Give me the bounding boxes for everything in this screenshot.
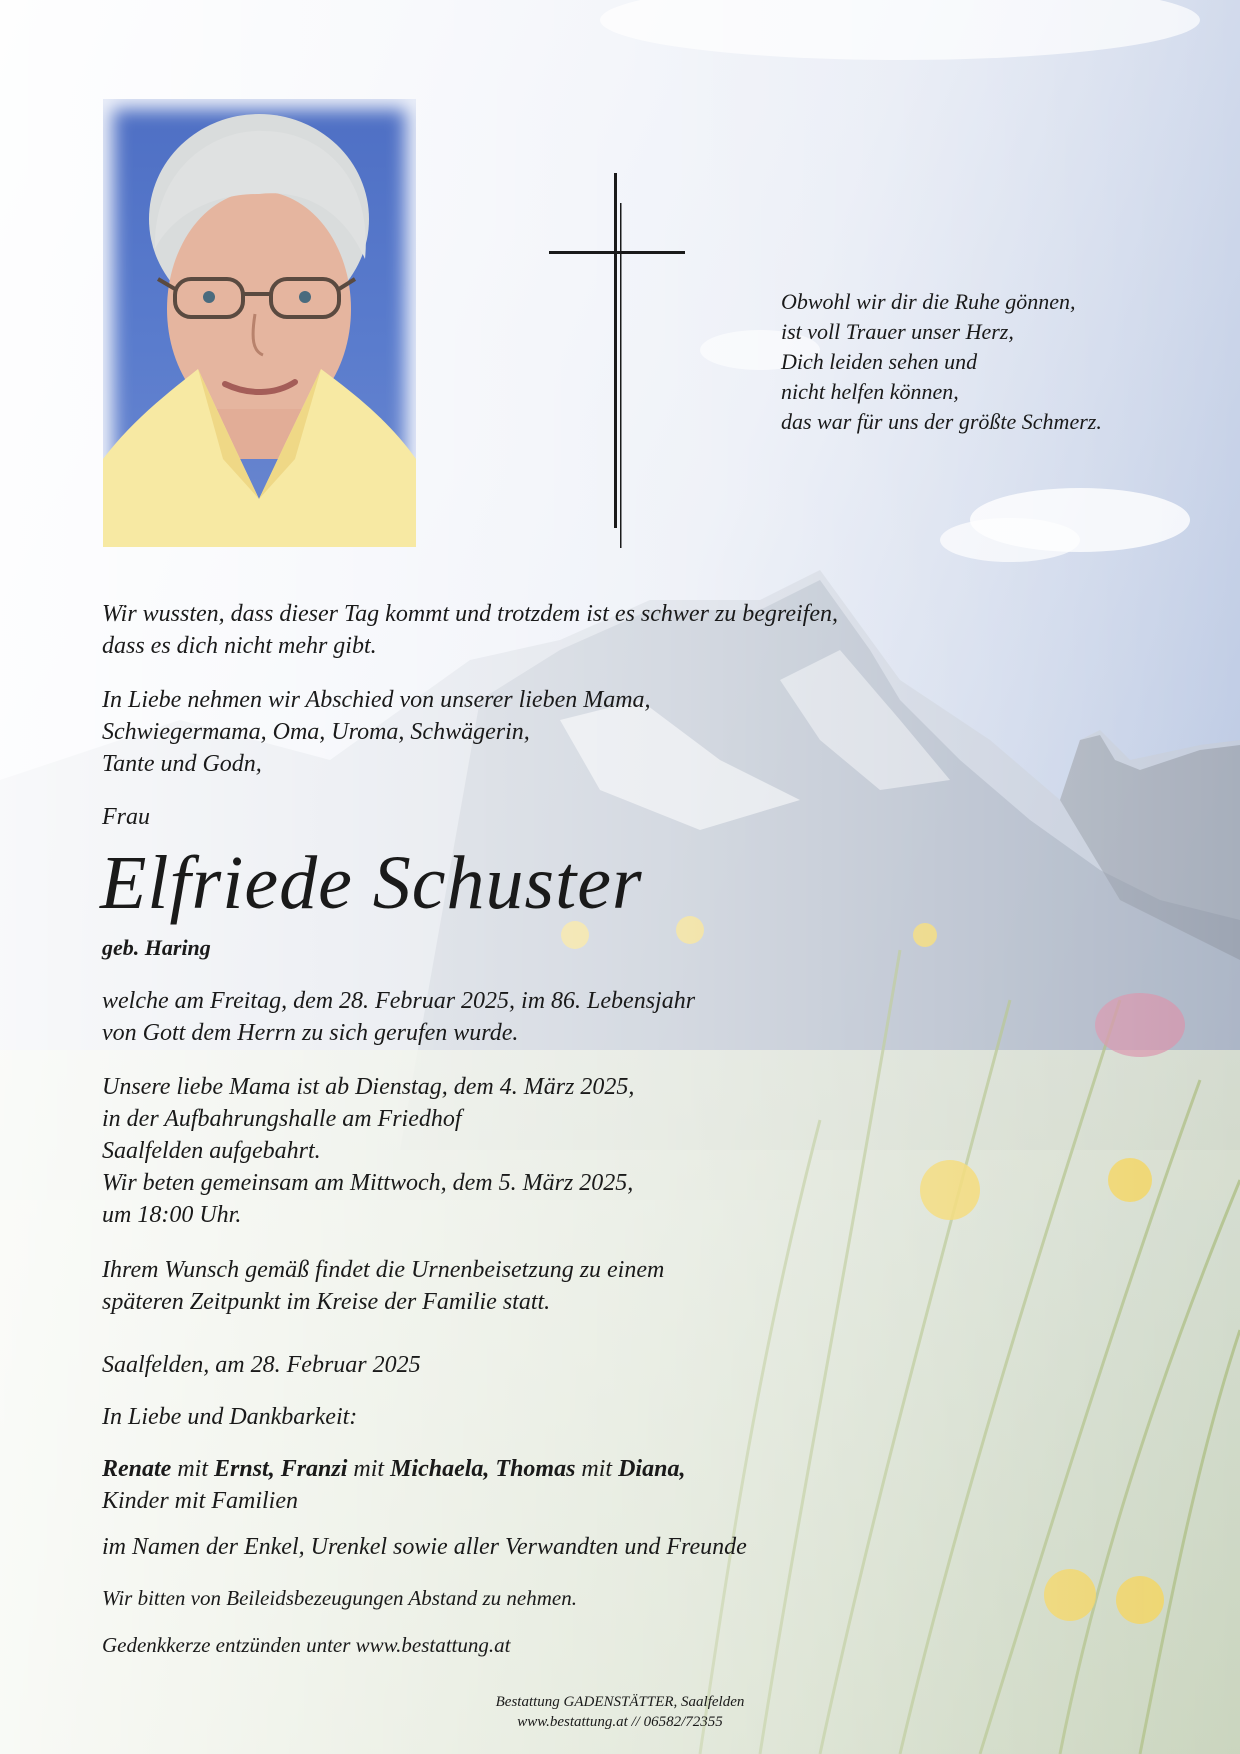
candle-note: Gedenkkerze entzünden unter www.bestattung.at xyxy=(102,1633,511,1657)
portrait-photo xyxy=(103,99,416,547)
viewing-line: Unsere liebe Mama ist ab Dienstag, dem 4. März 2025, xyxy=(102,1074,635,1100)
poem-line: ist voll Trauer unser Herz, xyxy=(781,319,1014,344)
family-names xyxy=(102,1453,685,1485)
memorial-poem xyxy=(781,287,1102,437)
deceased-name: Elfriede Schuster xyxy=(100,841,643,925)
death-notice xyxy=(102,985,695,1049)
place-date: Saalfelden, am 28. Februar 2025 xyxy=(102,1352,421,1378)
cross-icon xyxy=(548,173,688,551)
family-subline: Kinder mit Familien xyxy=(102,1488,298,1514)
poem-line: nicht helfen können, xyxy=(781,379,959,404)
footer-line: www.bestattung.at // 06582/72355 xyxy=(517,1714,723,1730)
poem-line: das war für uns der größte Schmerz. xyxy=(781,409,1102,434)
intro-text xyxy=(102,598,838,662)
urn-burial-line: späteren Zeitpunkt im Kreise der Familie statt. xyxy=(102,1289,551,1315)
family-connector: mit xyxy=(171,1456,214,1482)
footer-line: Bestattung GADENSTÄTTER, Saalfelden xyxy=(495,1694,745,1710)
family-name: Diana, xyxy=(618,1456,686,1482)
family-name: Ernst, Franzi xyxy=(214,1456,348,1482)
death-notice-line: von Gott dem Herrn zu sich gerufen wurde. xyxy=(102,1020,519,1046)
condolence-note: Wir bitten von Beileidsbezeugungen Abstand zu nehmen. xyxy=(102,1586,577,1610)
urn-burial-info xyxy=(102,1254,664,1318)
death-notice-line: welche am Freitag, dem 28. Februar 2025, im 86. Lebensjahr xyxy=(102,988,696,1014)
gratitude-line: In Liebe und Dankbarkeit: xyxy=(102,1404,358,1430)
salutation: Frau xyxy=(102,804,150,830)
urn-burial-line: Ihrem Wunsch gemäß findet die Urnenbeisetzung zu einem xyxy=(102,1257,665,1283)
intro-line: Wir wussten, dass dieser Tag kommt und trotzdem ist es schwer zu begreifen, xyxy=(102,601,838,627)
family-connector: mit xyxy=(347,1456,391,1482)
viewing-line: Saalfelden aufgebahrt. xyxy=(102,1138,321,1164)
poem-line: Obwohl wir dir die Ruhe gönnen, xyxy=(781,289,1076,314)
viewing-line: Wir beten gemeinsam am Mittwoch, dem 5. März 2025, xyxy=(102,1170,634,1196)
poem-line: Dich leiden sehen und xyxy=(781,349,978,374)
family-connector: mit xyxy=(575,1456,619,1482)
farewell-text xyxy=(102,684,651,780)
farewell-line: Schwiegermama, Oma, Uroma, Schwägerin, xyxy=(102,719,530,745)
farewell-line: Tante und Godn, xyxy=(102,751,262,777)
intro-line: dass es dich nicht mehr gibt. xyxy=(102,633,377,659)
birth-name: geb. Haring xyxy=(102,935,211,960)
viewing-line: um 18:00 Uhr. xyxy=(102,1202,242,1228)
family-list xyxy=(102,1453,685,1517)
relatives-line: im Namen der Enkel, Urenkel sowie aller Verwandten und Freunde xyxy=(102,1534,747,1560)
funeral-home-footer xyxy=(420,1692,820,1732)
viewing-line: in der Aufbahrungshalle am Friedhof xyxy=(102,1106,462,1132)
family-name: Michaela, Thomas xyxy=(390,1456,576,1482)
family-name: Renate xyxy=(102,1456,172,1482)
farewell-line: In Liebe nehmen wir Abschied von unserer lieben Mama, xyxy=(102,687,651,713)
viewing-info xyxy=(102,1071,634,1231)
